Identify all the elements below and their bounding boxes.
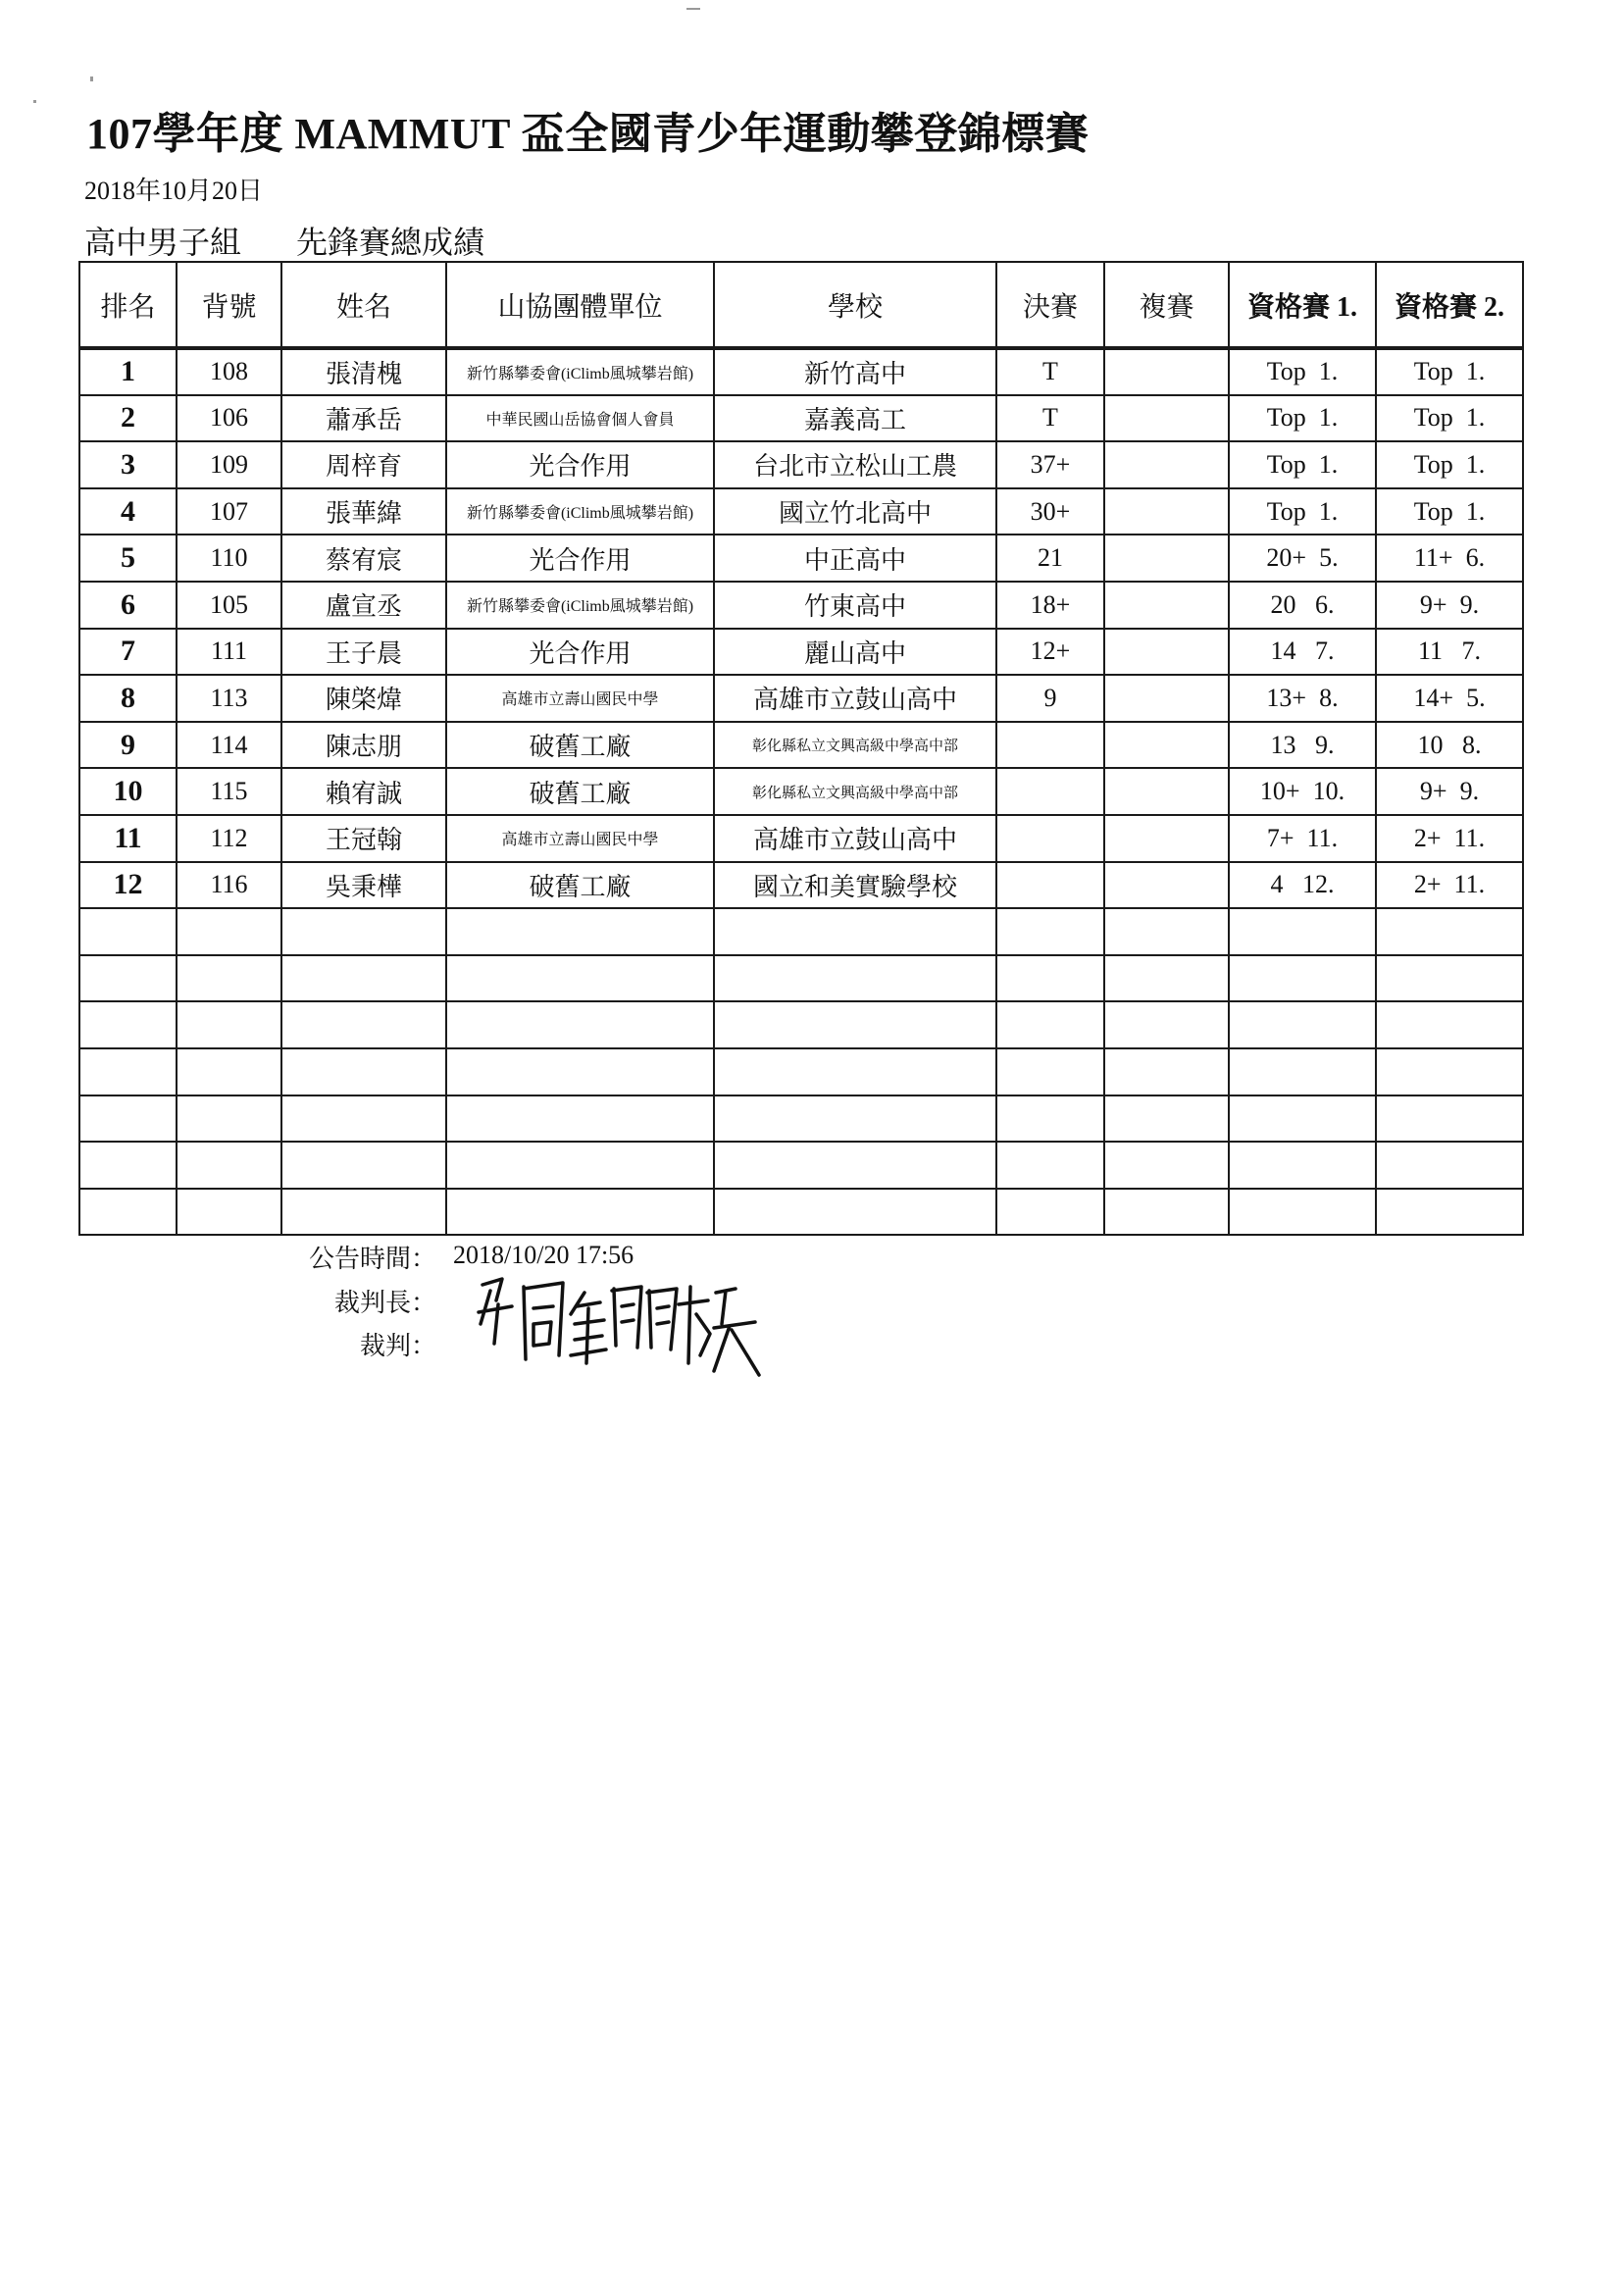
semi-cell <box>1104 629 1229 676</box>
empty-cell <box>79 1001 177 1048</box>
qual1-cell: 7+ 11. <box>1229 815 1376 862</box>
school-cell: 嘉義高工 <box>714 395 996 442</box>
empty-cell <box>79 1048 177 1095</box>
final-cell <box>996 815 1104 862</box>
qual2-cell: 9+ 9. <box>1376 768 1523 815</box>
bib-cell: 114 <box>177 722 281 769</box>
final-cell <box>996 768 1104 815</box>
scan-speck <box>90 76 93 81</box>
empty-cell <box>79 1095 177 1143</box>
table-row <box>79 862 1523 909</box>
qual1-cell: 10+ 10. <box>1229 768 1376 815</box>
table-row <box>79 348 1523 395</box>
semi-cell <box>1104 348 1229 395</box>
bib-cell: 110 <box>177 535 281 582</box>
empty-cell <box>714 1189 996 1236</box>
school-cell: 國立和美實驗學校 <box>714 862 996 909</box>
empty-cell <box>996 1189 1104 1236</box>
col-header-semi: 複賽 <box>1104 262 1229 348</box>
col-header-qual1: 資格賽 1. <box>1229 262 1376 348</box>
empty-cell <box>446 1001 714 1048</box>
bib-cell: 109 <box>177 441 281 488</box>
table-row <box>79 488 1523 535</box>
table-row <box>79 582 1523 629</box>
empty-cell <box>996 908 1104 955</box>
rank-cell: 1 <box>79 348 177 395</box>
school-cell: 竹東高中 <box>714 582 996 629</box>
empty-cell <box>714 1001 996 1048</box>
announce-time-value: 2018/10/20 17:56 <box>453 1241 634 1269</box>
name-cell: 王冠翰 <box>281 815 446 862</box>
semi-cell <box>1104 862 1229 909</box>
qual2-cell: Top 1. <box>1376 488 1523 535</box>
empty-cell <box>996 1142 1104 1189</box>
semi-cell <box>1104 582 1229 629</box>
empty-cell <box>1376 908 1523 955</box>
col-header-qual2: 資格賽 2. <box>1376 262 1523 348</box>
col-header-school: 學校 <box>714 262 996 348</box>
qual1-cell: Top 1. <box>1229 395 1376 442</box>
unit-cell: 光合作用 <box>446 535 714 582</box>
empty-cell <box>1376 955 1523 1002</box>
qual2-cell: Top 1. <box>1376 395 1523 442</box>
empty-cell <box>281 1048 446 1095</box>
semi-cell <box>1104 675 1229 722</box>
empty-cell <box>446 1095 714 1143</box>
school-cell: 中正高中 <box>714 535 996 582</box>
empty-cell <box>281 1001 446 1048</box>
empty-cell <box>1104 1001 1229 1048</box>
empty-cell <box>79 1142 177 1189</box>
empty-cell <box>714 955 996 1002</box>
qual1-cell: Top 1. <box>1229 441 1376 488</box>
semi-cell <box>1104 395 1229 442</box>
bib-cell: 108 <box>177 348 281 395</box>
scan-speck <box>33 100 36 103</box>
unit-cell: 新竹縣攀委會(iClimb風城攀岩館) <box>446 582 714 629</box>
name-cell: 蕭承岳 <box>281 395 446 442</box>
empty-cell <box>1229 1095 1376 1143</box>
name-cell: 賴宥誠 <box>281 768 446 815</box>
qual2-cell: Top 1. <box>1376 441 1523 488</box>
unit-cell: 高雄市立壽山國民中學 <box>446 815 714 862</box>
unit-cell: 光合作用 <box>446 441 714 488</box>
empty-table-row <box>79 1142 1523 1189</box>
semi-cell <box>1104 535 1229 582</box>
results-table <box>78 261 1524 1236</box>
empty-cell <box>1376 1095 1523 1143</box>
empty-cell <box>446 1048 714 1095</box>
division-heading <box>84 218 484 263</box>
empty-cell <box>177 1001 281 1048</box>
empty-cell <box>1376 1048 1523 1095</box>
document-date: 2018年10月20日 <box>84 177 264 205</box>
semi-cell <box>1104 815 1229 862</box>
col-header-rank: 排名 <box>79 262 177 348</box>
table-row <box>79 815 1523 862</box>
rank-cell: 4 <box>79 488 177 535</box>
rank-cell: 9 <box>79 722 177 769</box>
col-header-bib: 背號 <box>177 262 281 348</box>
empty-cell <box>281 1189 446 1236</box>
qual1-cell: 13+ 8. <box>1229 675 1376 722</box>
results-body <box>79 348 1523 1235</box>
bib-cell: 113 <box>177 675 281 722</box>
unit-cell: 新竹縣攀委會(iClimb風城攀岩館) <box>446 488 714 535</box>
qual1-cell: 14 7. <box>1229 629 1376 676</box>
empty-cell <box>1229 955 1376 1002</box>
empty-cell <box>1376 1001 1523 1048</box>
rank-cell: 5 <box>79 535 177 582</box>
name-cell: 吳秉樺 <box>281 862 446 909</box>
table-row <box>79 722 1523 769</box>
judge-label: 裁判： <box>359 1332 436 1360</box>
bib-cell: 115 <box>177 768 281 815</box>
school-cell: 麗山高中 <box>714 629 996 676</box>
empty-cell <box>79 1189 177 1236</box>
empty-cell <box>1376 1189 1523 1236</box>
semi-cell <box>1104 488 1229 535</box>
name-cell: 陳棨煒 <box>281 675 446 722</box>
col-header-unit: 山協團體單位 <box>446 262 714 348</box>
empty-cell <box>177 1189 281 1236</box>
name-cell: 周梓育 <box>281 441 446 488</box>
bib-cell: 107 <box>177 488 281 535</box>
final-cell: 21 <box>996 535 1104 582</box>
semi-cell <box>1104 441 1229 488</box>
empty-cell <box>79 955 177 1002</box>
empty-cell <box>1104 908 1229 955</box>
final-cell: 12+ <box>996 629 1104 676</box>
empty-table-row <box>79 908 1523 955</box>
name-cell: 盧宣丞 <box>281 582 446 629</box>
school-cell: 彰化縣私立文興高級中學高中部 <box>714 768 996 815</box>
table-row <box>79 768 1523 815</box>
empty-cell <box>79 908 177 955</box>
qual2-cell: 11+ 6. <box>1376 535 1523 582</box>
document-title: 107學年度 MAMMUT 盃全國青少年運動攀登錦標賽 <box>86 110 1090 158</box>
rank-cell: 12 <box>79 862 177 909</box>
name-cell: 張清槐 <box>281 348 446 395</box>
school-cell: 新竹高中 <box>714 348 996 395</box>
empty-cell <box>996 1048 1104 1095</box>
bib-cell: 106 <box>177 395 281 442</box>
division-label: 高中男子組 <box>84 225 242 260</box>
empty-table-row <box>79 1189 1523 1236</box>
empty-cell <box>177 1095 281 1143</box>
empty-cell <box>1229 1189 1376 1236</box>
empty-cell <box>281 1095 446 1143</box>
unit-cell: 光合作用 <box>446 629 714 676</box>
table-row <box>79 629 1523 676</box>
qual2-cell: 10 8. <box>1376 722 1523 769</box>
empty-cell <box>714 908 996 955</box>
qual2-cell: 2+ 11. <box>1376 862 1523 909</box>
qual1-cell: 13 9. <box>1229 722 1376 769</box>
empty-cell <box>281 908 446 955</box>
empty-cell <box>177 1142 281 1189</box>
qual2-cell: 2+ 11. <box>1376 815 1523 862</box>
name-cell: 張華緯 <box>281 488 446 535</box>
final-cell: T <box>996 348 1104 395</box>
qual1-cell: Top 1. <box>1229 348 1376 395</box>
empty-table-row <box>79 1001 1523 1048</box>
table-row <box>79 675 1523 722</box>
final-cell: 37+ <box>996 441 1104 488</box>
empty-cell <box>1104 955 1229 1002</box>
judge-signature <box>469 1265 783 1393</box>
empty-cell <box>177 908 281 955</box>
unit-cell: 破舊工廠 <box>446 768 714 815</box>
empty-cell <box>1104 1048 1229 1095</box>
qual1-cell: 20+ 5. <box>1229 535 1376 582</box>
final-cell: 9 <box>996 675 1104 722</box>
empty-cell <box>1104 1142 1229 1189</box>
empty-cell <box>714 1095 996 1143</box>
empty-cell <box>177 1048 281 1095</box>
empty-cell <box>1376 1142 1523 1189</box>
empty-cell <box>996 1095 1104 1143</box>
unit-cell: 高雄市立壽山國民中學 <box>446 675 714 722</box>
col-header-name: 姓名 <box>281 262 446 348</box>
col-header-final: 決賽 <box>996 262 1104 348</box>
empty-cell <box>1229 908 1376 955</box>
bib-cell: 111 <box>177 629 281 676</box>
unit-cell: 中華民國山岳協會個人會員 <box>446 395 714 442</box>
empty-cell <box>714 1142 996 1189</box>
rank-cell: 6 <box>79 582 177 629</box>
school-cell: 彰化縣私立文興高級中學高中部 <box>714 722 996 769</box>
empty-cell <box>1104 1189 1229 1236</box>
empty-cell <box>177 955 281 1002</box>
rank-cell: 3 <box>79 441 177 488</box>
qual1-cell: Top 1. <box>1229 488 1376 535</box>
qual2-cell: 9+ 9. <box>1376 582 1523 629</box>
empty-cell <box>1229 1048 1376 1095</box>
empty-cell <box>1229 1001 1376 1048</box>
rank-cell: 8 <box>79 675 177 722</box>
empty-cell <box>446 1142 714 1189</box>
empty-cell <box>281 955 446 1002</box>
rank-cell: 11 <box>79 815 177 862</box>
school-cell: 國立竹北高中 <box>714 488 996 535</box>
final-cell: 30+ <box>996 488 1104 535</box>
qual1-cell: 4 12. <box>1229 862 1376 909</box>
table-header-row <box>79 262 1523 348</box>
bib-cell: 105 <box>177 582 281 629</box>
empty-cell <box>996 955 1104 1002</box>
empty-cell <box>281 1142 446 1189</box>
empty-cell <box>446 908 714 955</box>
empty-cell <box>996 1001 1104 1048</box>
announce-time-label: 公告時間： <box>308 1245 436 1273</box>
qual2-cell: Top 1. <box>1376 348 1523 395</box>
name-cell: 蔡宥宸 <box>281 535 446 582</box>
bib-cell: 112 <box>177 815 281 862</box>
table-row <box>79 441 1523 488</box>
bib-cell: 116 <box>177 862 281 909</box>
unit-cell: 破舊工廠 <box>446 862 714 909</box>
rank-cell: 2 <box>79 395 177 442</box>
scan-speck <box>686 8 700 10</box>
unit-cell: 破舊工廠 <box>446 722 714 769</box>
rank-cell: 10 <box>79 768 177 815</box>
name-cell: 陳志朋 <box>281 722 446 769</box>
table-row <box>79 395 1523 442</box>
school-cell: 台北市立松山工農 <box>714 441 996 488</box>
empty-cell <box>1104 1095 1229 1143</box>
empty-cell <box>714 1048 996 1095</box>
semi-cell <box>1104 722 1229 769</box>
school-cell: 高雄市立鼓山高中 <box>714 815 996 862</box>
final-cell: T <box>996 395 1104 442</box>
empty-cell <box>446 955 714 1002</box>
empty-table-row <box>79 955 1523 1002</box>
qual2-cell: 14+ 5. <box>1376 675 1523 722</box>
final-cell <box>996 862 1104 909</box>
empty-cell <box>446 1189 714 1236</box>
semi-cell <box>1104 768 1229 815</box>
chief-judge-label: 裁判長： <box>333 1289 436 1317</box>
name-cell: 王子晨 <box>281 629 446 676</box>
table-row <box>79 535 1523 582</box>
qual1-cell: 20 6. <box>1229 582 1376 629</box>
empty-table-row <box>79 1095 1523 1143</box>
unit-cell: 新竹縣攀委會(iClimb風城攀岩館) <box>446 348 714 395</box>
final-cell <box>996 722 1104 769</box>
school-cell: 高雄市立鼓山高中 <box>714 675 996 722</box>
rank-cell: 7 <box>79 629 177 676</box>
qual2-cell: 11 7. <box>1376 629 1523 676</box>
empty-table-row <box>79 1048 1523 1095</box>
final-cell: 18+ <box>996 582 1104 629</box>
event-label: 先鋒賽總成績 <box>296 225 485 260</box>
empty-cell <box>1229 1142 1376 1189</box>
